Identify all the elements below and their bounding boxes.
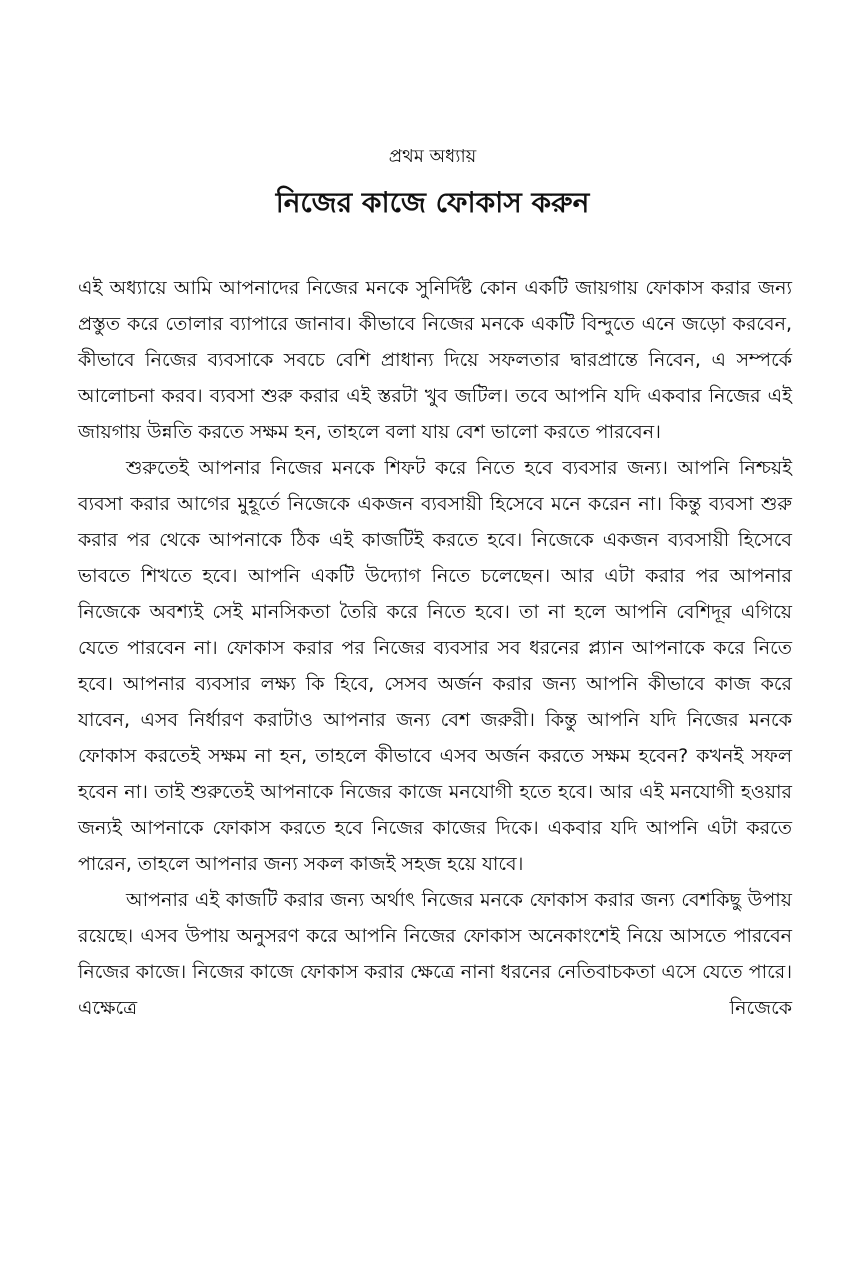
body-text	[78, 270, 792, 1026]
paragraph-1: এই অধ্যায়ে আমি আপনাদের নিজের মনকে সুনির্দিষ্ট কোন একটি জায়গায় ফোকাস করার জন্য প্রস্তুত করে তোলার ব্যাপারে জানাব। কীভাবে নিজের মনকে একটি বিন্দুতে এনে জড়ো করবেন, কীভাবে নিজের ব্যবসাকে সবচে বেশি প্রাধান্য দিয়ে সফলতার দ্বারপ্রান্তে নিবেন, এ সম্পর্কে আলোচনা করব। ব্যবসা শুরু করার এই স্তরটা খুব জটিল। তবে আপনি যদি একবার নিজের এই জায়গায় উন্নতি করতে সক্ষম হন, তাহলে বলা যায় বেশ ভালো করতে পারবেন।	[78, 277, 792, 443]
paragraph-2: শুরুতেই আপনার নিজের মনকে শিফট করে নিতে হবে ব্যবসার জন্য। আপনি নিশ্চয়ই ব্যবসা করার আগের মুহূর্তে নিজেকে একজন ব্যবসায়ী হিসেবে মনে করেন না। কিন্তু ব্যবসা শুরু করার পর থেকে আপনাকে ঠিক এই কাজটিই করতে হবে। নিজেকে একজন ব্যবসায়ী হিসেবে ভাবতে শিখতে হবে। আপনি একটি উদ্যোগ নিতে চলেছেন। আর এটা করার পর আপনার নিজেকে অবশ্যই সেই মানসিকতা তৈরি করে নিতে হবে। তা না হলে আপনি বেশিদূর এগিয়ে যেতে পারবেন না। ফোকাস করার পর নিজের ব্যবসার সব ধরনের প্ল্যান আপনাকে করে নিতে হবে। আপনার ব্যবসার লক্ষ্য কি হিবে, সেসব অর্জন করার জন্য আপনি কীভাবে কাজ করে যাবেন, এসব নির্ধারণ করাটাও আপনার জন্য বেশ জরুরী। কিন্তু আপনি যদি নিজের মনকে ফোকাস করতেই সক্ষম না হন, তাহলে কীভাবে এসব অর্জন করতে সক্ষম হবেন? কখনই সফল হবেন না। তাই শুরুতেই আপনাকে নিজের কাজে মনযোগী হতে হবে। আর এই মনযোগী হওয়ার জন্যই আপনাকে ফোকাস করতে হবে নিজের কাজের দিকে। একবার যদি আপনি এটা করতে পারেন, তাহলে আপনার জন্য সকল কাজই সহজ হয়ে যাবে।	[78, 457, 792, 875]
chapter-label: প্রথম অধ্যায়	[388, 146, 477, 167]
paragraph-3: আপনার এই কাজটি করার জন্য অর্থাৎ নিজের মনকে ফোকাস করার জন্য বেশকিছু উপায় রয়েছে। এসব উপায় অনুসরণ করে আপনি নিজের ফোকাস অনেকাংশেই নিয়ে আসতে পারবেন নিজের কাজে। নিজের কাজে ফোকাস করার ক্ষেত্রে নানা ধরনের নেতিবাচকতা এসে যেতে পারে। এক্ষেত্রে নিজেকে	[78, 889, 792, 1019]
chapter-title: নিজের কাজে ফোকাস করুন	[275, 186, 590, 219]
